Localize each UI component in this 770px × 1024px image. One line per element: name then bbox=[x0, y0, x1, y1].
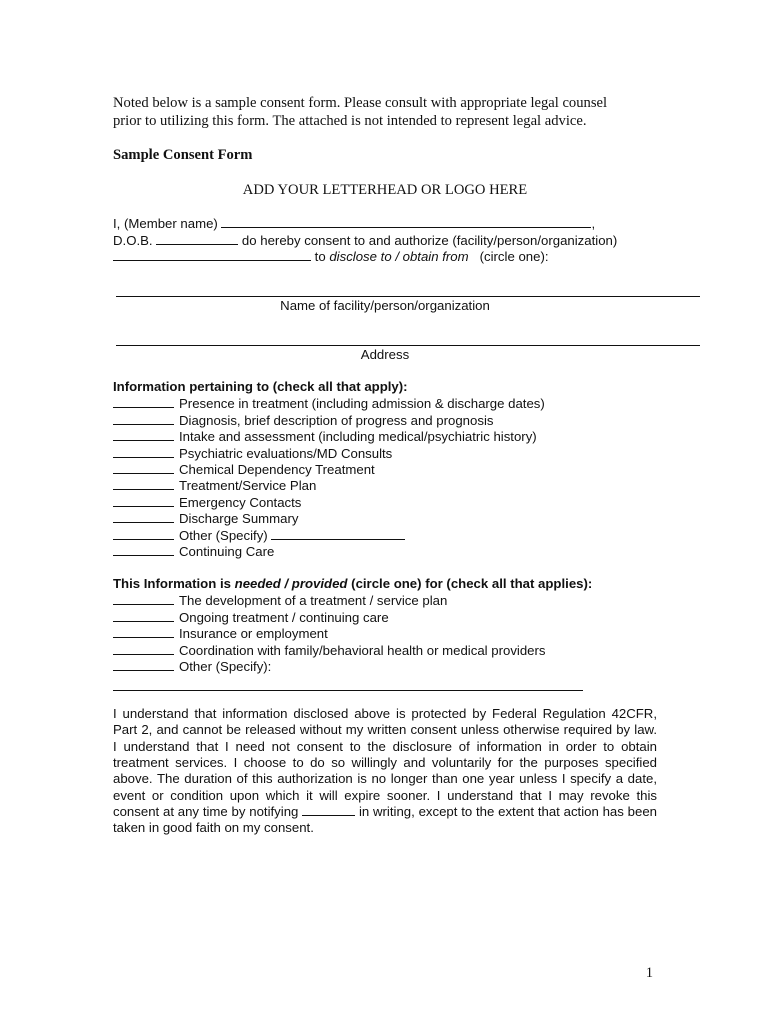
member-name-comma: , bbox=[591, 216, 596, 231]
list-item: Diagnosis, brief description of progress and prognosis bbox=[113, 412, 545, 428]
checkbox-blank[interactable] bbox=[113, 658, 174, 671]
checkbox-blank[interactable] bbox=[113, 609, 174, 622]
checkbox-blank[interactable] bbox=[113, 477, 174, 490]
list-item: Chemical Dependency Treatment bbox=[113, 461, 545, 477]
disclaimer-line-1: Noted below is a sample consent form. Please consult with appropriate legal counsel bbox=[113, 95, 608, 111]
list-item: Discharge Summary bbox=[113, 510, 545, 526]
dob-line bbox=[113, 233, 617, 249]
checkbox-blank[interactable] bbox=[113, 494, 174, 507]
list-item: Other (Specify) bbox=[113, 527, 545, 543]
consent-statement bbox=[113, 706, 657, 837]
list-item: Psychiatric evaluations/MD Consults bbox=[113, 445, 545, 461]
statement-text-end: in writing, except to the extent that action has been taken in good faith on my consent. bbox=[113, 804, 657, 836]
list-item: Ongoing treatment / continuing care bbox=[113, 609, 592, 625]
member-name-line bbox=[113, 216, 595, 232]
form-title: Sample Consent Form bbox=[113, 147, 253, 163]
checkbox-blank[interactable] bbox=[113, 592, 174, 605]
checkbox-blank[interactable] bbox=[113, 461, 174, 474]
list-item: Intake and assessment (including medical/psychiatric history) bbox=[113, 428, 545, 444]
checkbox-blank[interactable] bbox=[113, 395, 174, 408]
checkbox-blank[interactable] bbox=[113, 412, 174, 425]
list-item: Coordination with family/behavioral health or medical providers bbox=[113, 642, 592, 658]
authorized-party-field[interactable] bbox=[113, 249, 311, 261]
statement-text: I understand that information disclosed above is protected by Federal Regulation 42CFR, Part 2, and cannot be released without my written consent unless otherwise required by law. I understand that I need not consent to the disclosure of information in order to obtain treatment services. I choose to do so willingly and voluntarily for the purposes specified above. The duration of this authorization is no longer than one year unless I specify a date, event or condition upon which it will expire sooner. I understand that I may revoke this consent at any time by notifying bbox=[113, 706, 657, 820]
letterhead-placeholder: ADD YOUR LETTERHEAD OR LOGO HERE bbox=[242, 182, 528, 198]
list-item: Emergency Contacts bbox=[113, 494, 545, 510]
address-label: Address bbox=[360, 347, 410, 362]
disclaimer-text bbox=[113, 94, 607, 130]
member-name-field[interactable] bbox=[221, 216, 591, 228]
dob-field[interactable] bbox=[156, 233, 238, 245]
disclose-line bbox=[113, 249, 549, 265]
list-item: Presence in treatment (including admission & discharge dates) bbox=[113, 395, 545, 411]
disclaimer-line-2: prior to utilizing this form. The attached is not intended to represent legal advice. bbox=[113, 113, 587, 129]
other-specify-line[interactable] bbox=[113, 690, 583, 691]
info-section bbox=[113, 379, 545, 559]
checkbox-blank[interactable] bbox=[113, 428, 174, 441]
purpose-section bbox=[113, 576, 592, 674]
list-item: Treatment/Service Plan bbox=[113, 477, 545, 493]
circle-one-text: (circle one): bbox=[479, 249, 549, 264]
page-number: 1 bbox=[645, 965, 653, 981]
checkbox-blank[interactable] bbox=[113, 543, 174, 556]
checkbox-blank[interactable] bbox=[113, 510, 174, 523]
purpose-section-heading: This Information is needed / provided (circle one) for (check all that applies): bbox=[113, 576, 593, 591]
info-section-heading: Information pertaining to (check all that apply): bbox=[113, 379, 408, 394]
other-specify-field[interactable] bbox=[271, 527, 405, 540]
checkbox-blank[interactable] bbox=[113, 527, 174, 540]
list-item: Other (Specify): bbox=[113, 658, 592, 674]
notify-party-field[interactable] bbox=[302, 804, 355, 816]
dob-consent-text: do hereby consent to and authorize (facility/person/organization) bbox=[241, 233, 618, 248]
list-item: Insurance or employment bbox=[113, 625, 592, 641]
dob-label: D.O.B. bbox=[113, 233, 153, 248]
member-name-label: I, (Member name) bbox=[113, 216, 218, 231]
checkbox-blank[interactable] bbox=[113, 625, 174, 638]
needed-provided-option[interactable]: needed / provided bbox=[234, 576, 348, 591]
facility-label: Name of facility/person/organization bbox=[280, 298, 490, 313]
checkbox-blank[interactable] bbox=[113, 445, 174, 458]
list-item: The development of a treatment / service plan bbox=[113, 592, 592, 608]
to-text: to bbox=[314, 249, 326, 264]
address-line[interactable] bbox=[116, 345, 700, 346]
disclose-obtain-option[interactable]: disclose to / obtain from bbox=[329, 249, 469, 264]
list-item: Continuing Care bbox=[113, 543, 545, 559]
checkbox-blank[interactable] bbox=[113, 642, 174, 655]
facility-signature-line[interactable] bbox=[116, 296, 700, 297]
